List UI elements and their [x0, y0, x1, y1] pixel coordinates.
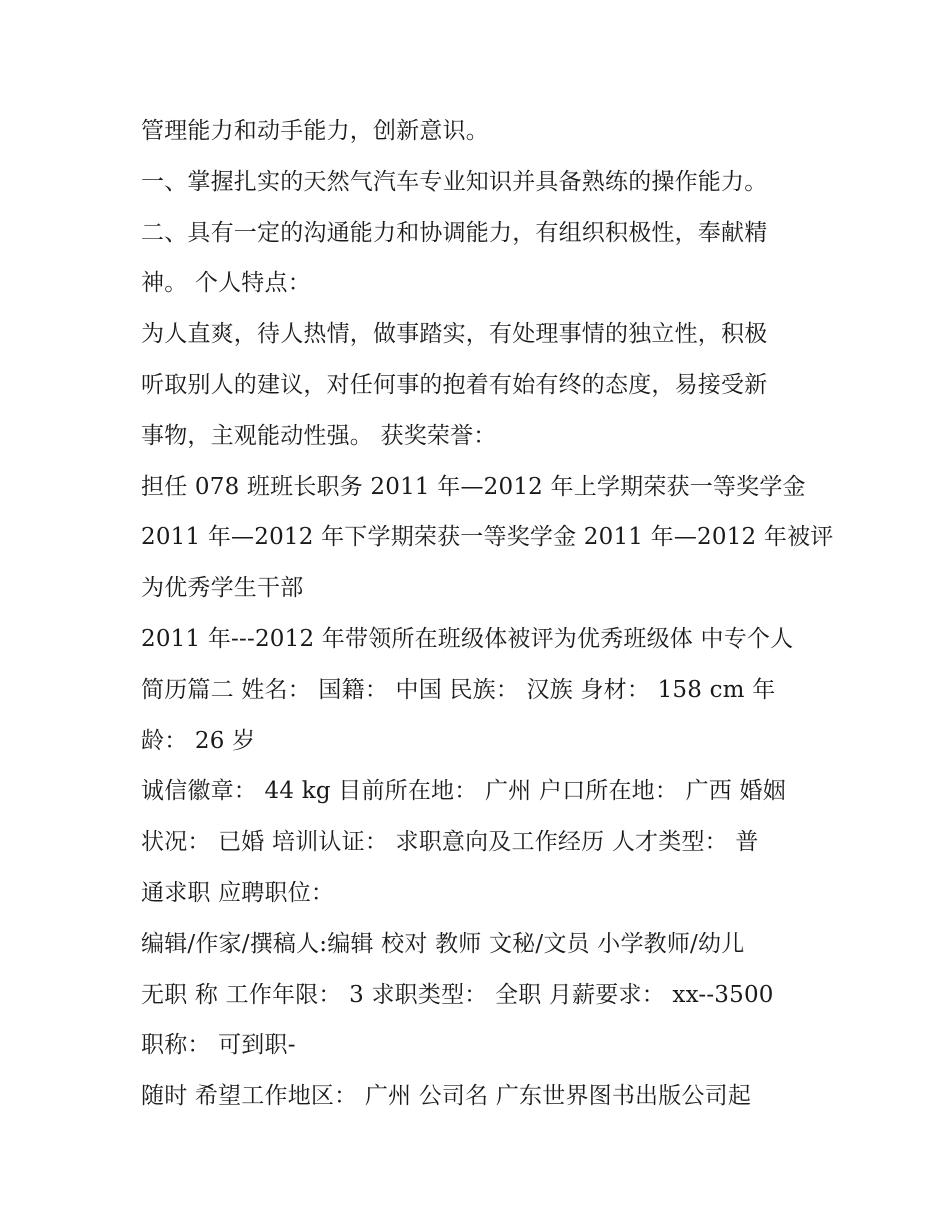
text-line: 管理能力和动手能力，创新意识。 [141, 118, 489, 144]
text-line: 事物，主观能动性强。 获奖荣誉： [141, 422, 497, 449]
text-line: 为优秀学生干部 [141, 575, 304, 602]
text-line: 一、掌握扎实的天然气汽车专业知识并具备熟练的操作能力。 [141, 168, 768, 195]
text-line: 职称： 可到职- [141, 1032, 296, 1059]
text-line: 听取别人的建议，对任何事的抱着有始有终的态度，易接受新 [141, 371, 768, 398]
text-line: 状况： 已婚 培训认证： 求职意向及工作经历 人才类型： 普 [141, 829, 759, 856]
text-line: 龄： 26 岁 [141, 727, 256, 754]
document-body [141, 106, 834, 1122]
text-line: 为人直爽，待人热情，做事踏实，有处理事情的独立性，积极 [141, 321, 768, 348]
text-line: 神。 个人特点： [141, 270, 311, 297]
text-line: 通求职 应聘职位： [141, 879, 335, 906]
text-line: 随时 希望工作地区： 广州 公司名 广东世界图书出版公司起 [141, 1083, 752, 1110]
text-line: 2011 年---2012 年带领所在班级体被评为优秀班级体 中专个人 [141, 625, 794, 652]
text-line: 编辑/作家/撰稿人:编辑 校对 教师 文秘/文员 小学教师/幼儿 [141, 930, 745, 957]
text-line: 无职 称 工作年限： 3 求职类型： 全职 月薪要求： xx--3500 [141, 981, 774, 1008]
text-line: 2011 年—2012 年下学期荣获一等奖学金 2011 年—2012 年被评 [141, 524, 834, 551]
text-line: 二、具有一定的沟通能力和协调能力，有组织积极性，奉献精 [141, 219, 768, 246]
text-line: 诚信徽章： 44 kg 目前所在地： 广州 户口所在地： 广西 婚姻 [141, 778, 786, 805]
text-line: 担任 078 班班长职务 2011 年—2012 年上学期荣获一等奖学金 [141, 473, 806, 500]
text-line: 简历篇二 姓名： 国籍： 中国 民族： 汉族 身材： 158 cm 年 [141, 676, 776, 703]
